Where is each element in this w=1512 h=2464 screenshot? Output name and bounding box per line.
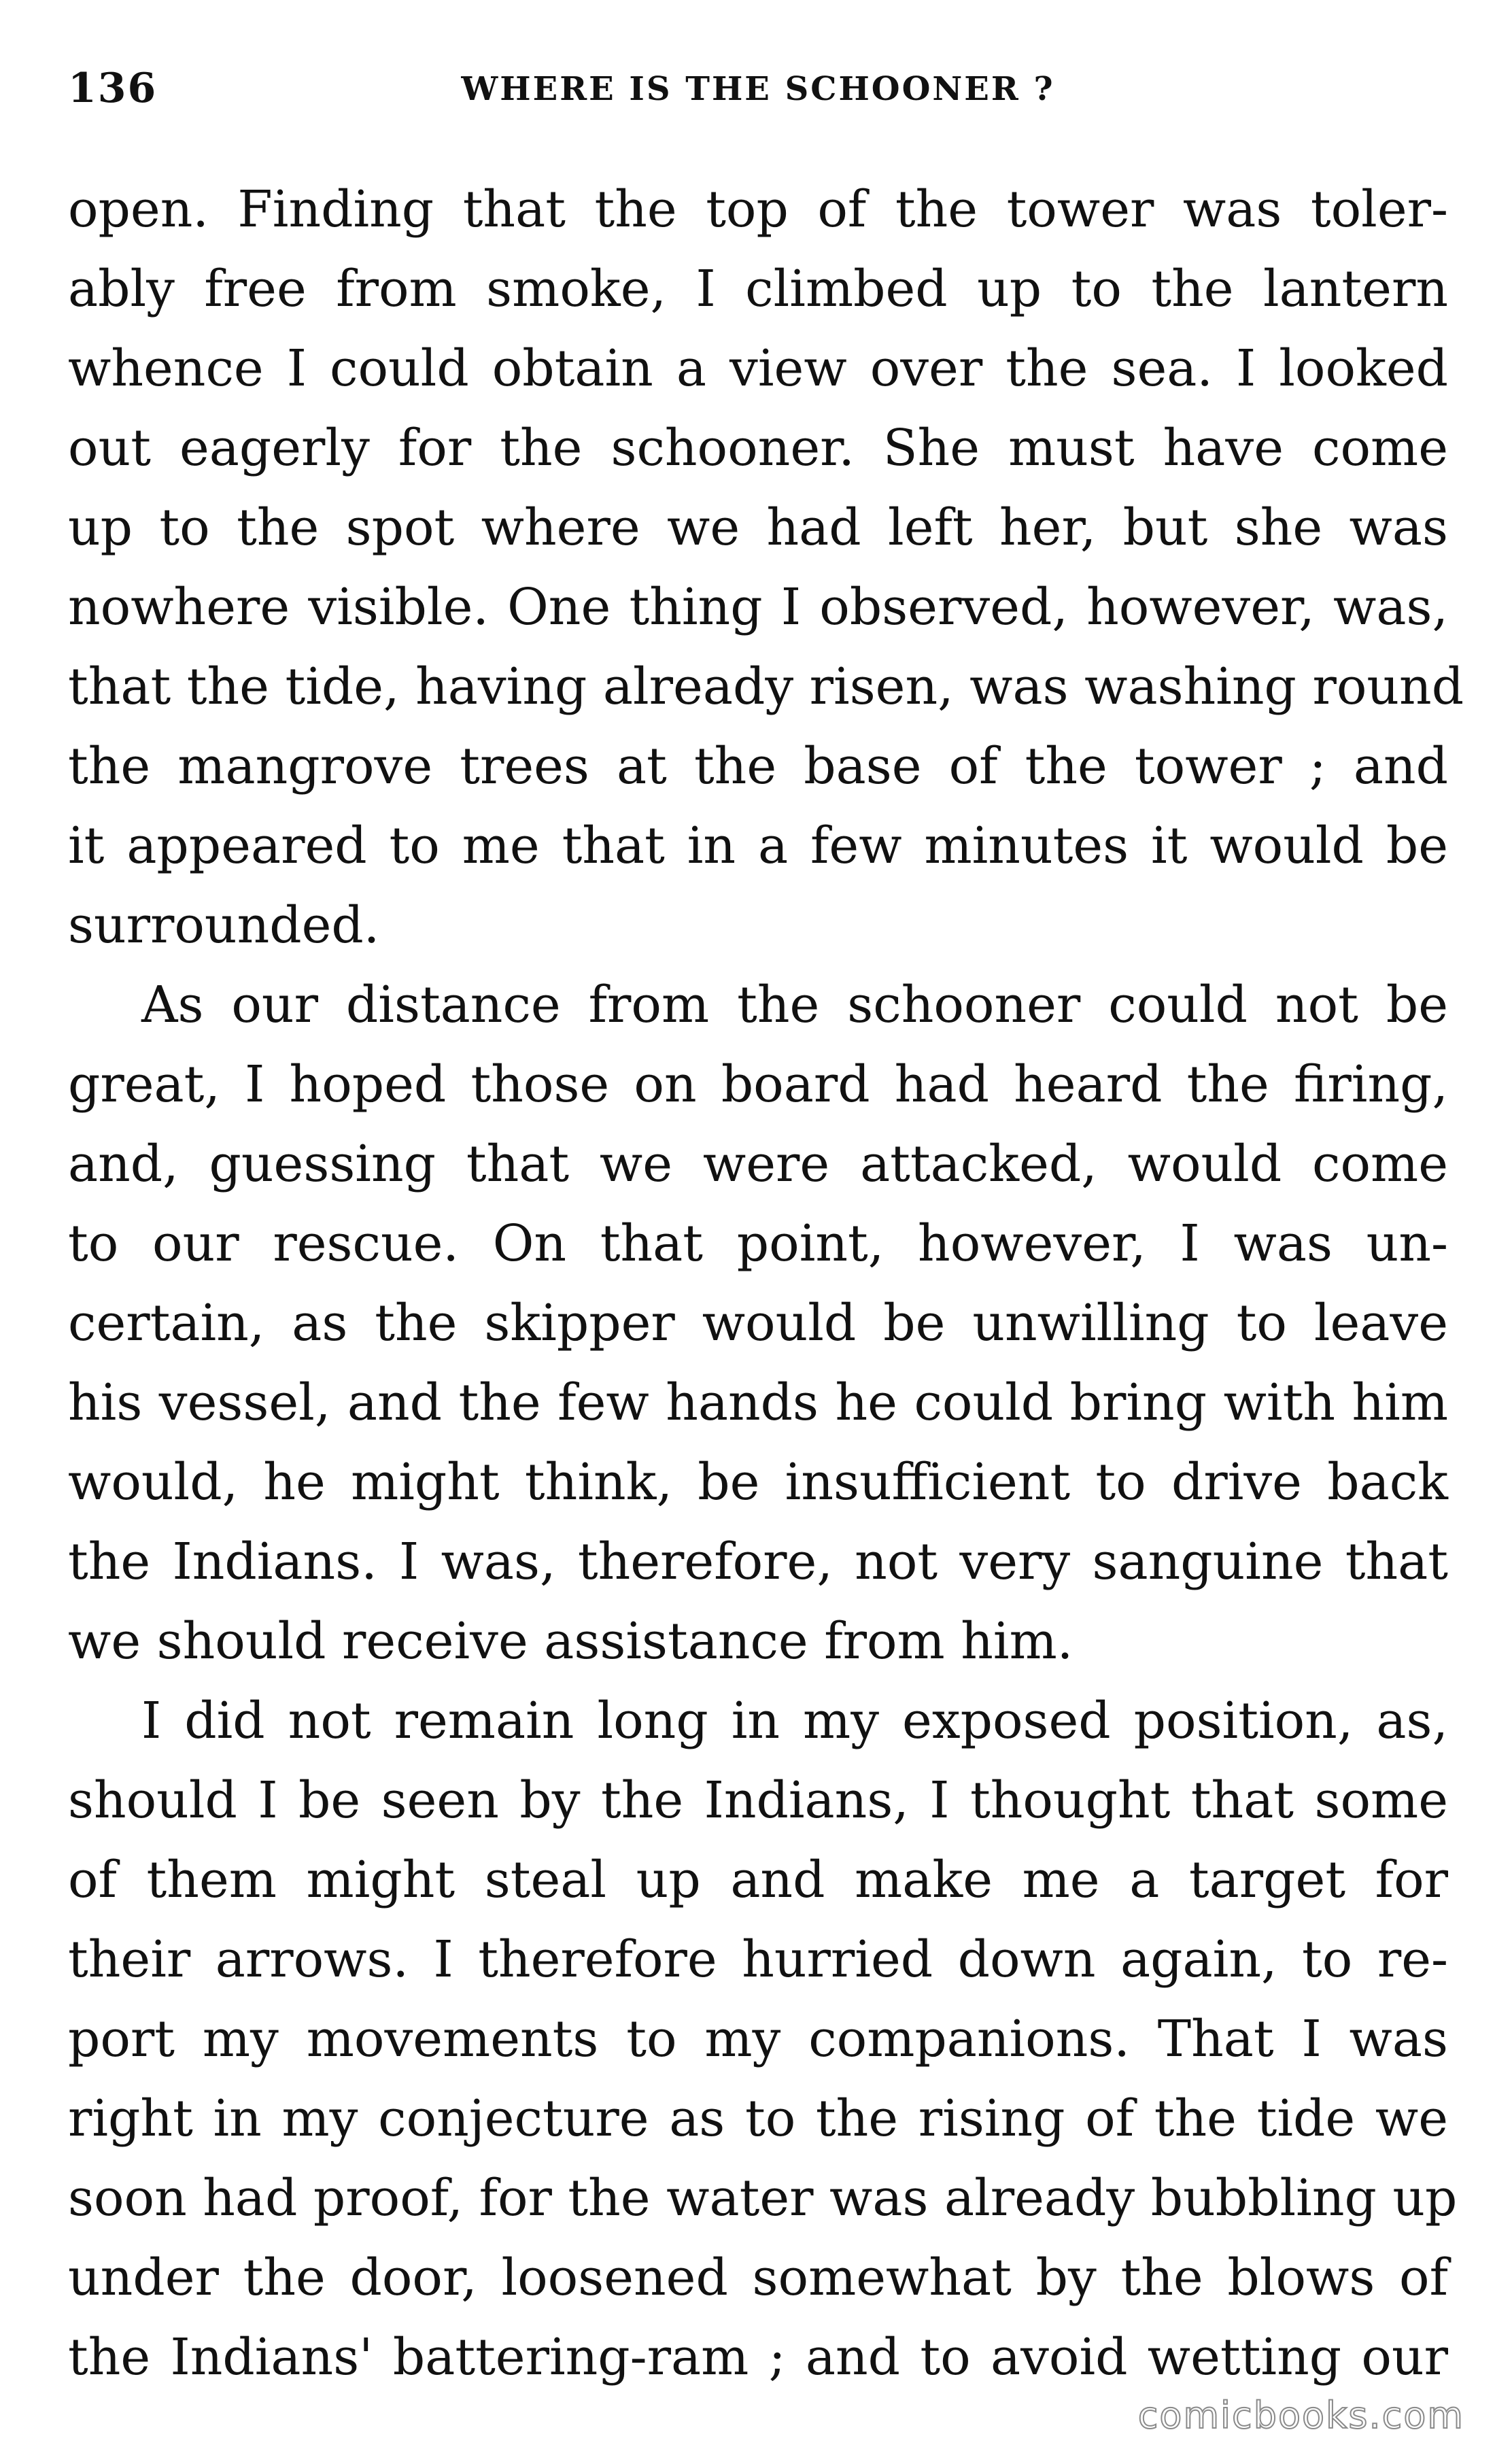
text-line: would, he might think, be insufficient to drive back: [68, 1453, 1448, 1511]
text-line: the Indians. I was, therefore, not very sanguine that: [68, 1533, 1448, 1591]
text-line: surrounded.: [68, 896, 380, 955]
text-line: his vessel, and the few hands he could bring with him: [68, 1373, 1448, 1432]
text-line: out eagerly for the schooner. She must have come: [68, 419, 1448, 477]
text-line: that the tide, having already risen, was washing round: [68, 657, 1464, 716]
text-line: the mangrove trees at the base of the tower ; and: [68, 737, 1448, 795]
text-line: soon had proof, for the water was already bubbling up: [68, 2169, 1458, 2227]
text-line: it appeared to me that in a few minutes it would be: [68, 817, 1448, 875]
text-line: and, guessing that we were attacked, would come: [68, 1135, 1448, 1193]
text-line: to our rescue. On that point, however, I was un-: [68, 1214, 1448, 1273]
paragraph-start: I did not remain long in my exposed position, as,: [141, 1692, 1448, 1750]
text-line: up to the spot where we had left her, but she was: [68, 498, 1448, 557]
text-line: whence I could obtain a view over the sea. I looked: [68, 339, 1448, 398]
text-line: under the door, loosened somewhat by the blows of: [68, 2248, 1448, 2307]
text-line: ably free from smoke, I climbed up to the lantern: [68, 260, 1448, 318]
text-line: we should receive assistance from him.: [68, 1612, 1073, 1671]
body-text: [68, 170, 1464, 2397]
watermark: comicbooks.com: [1137, 2394, 1464, 2437]
text-line: nowhere visible. One thing I observed, however, was,: [68, 578, 1448, 636]
text-line: certain, as the skipper would be unwilling to leave: [68, 1294, 1448, 1352]
text-line: their arrows. I therefore hurried down again, to re-: [68, 1930, 1448, 1989]
running-head: WHERE IS THE SCHOONER ?: [461, 70, 1055, 108]
page-header: [68, 65, 1448, 126]
text-line: port my movements to my companions. That I was: [68, 2010, 1448, 2068]
text-line: open. Finding that the top of the tower was toler-: [68, 180, 1448, 239]
text-line: great, I hoped those on board had heard the firing,: [68, 1055, 1448, 1114]
text-line: the Indians' battering-ram ; and to avoid wetting our: [68, 2328, 1448, 2386]
text-line: right in my conjecture as to the rising of the tide we: [68, 2089, 1448, 2148]
text-line: should I be seen by the Indians, I thought that some: [68, 1771, 1448, 1830]
paragraph-start: As our distance from the schooner could not be: [141, 976, 1448, 1034]
text-line: of them might steal up and make me a target for: [68, 1851, 1448, 1909]
page-number: 136: [68, 65, 158, 112]
